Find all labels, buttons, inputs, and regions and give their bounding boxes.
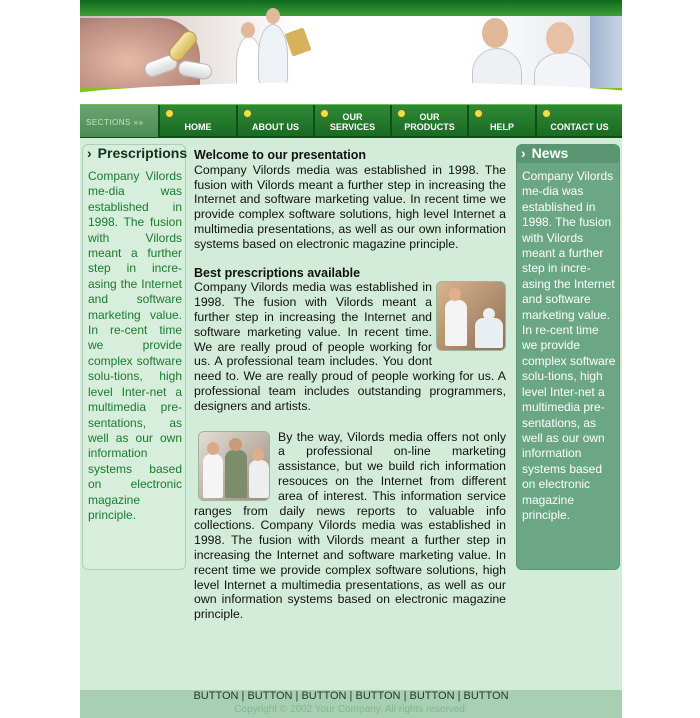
nav-our-products[interactable] [390,105,467,137]
banner-curve [80,82,622,104]
person-figure [225,450,247,498]
doctor-head [546,22,574,54]
prescriptions-text: Company Vilords me-dia was established in 1998. The fusion with Vilords meant a further step in incre-asing the Internet and software marketing value. In re-cent time we provide complex software solu-tions, high level Inter-net a multimedia pre-sentations, as well as our own information systems based on electronic magazine principle. [88,169,182,522]
doctor-head [207,442,219,455]
arrow-right-icon: › [87,145,92,161]
sections-label-text: SECTIONS [86,118,131,127]
best-prescriptions-block [194,280,506,413]
doctor-figure [258,24,288,86]
info-text: By the way, Vilords media offers not only a professional on-line marketing assistance, but we build rich information resouces on the Internet from different area of interest. This information service ranges from daily news reports to valuable info collections. Company Vilords media was established in 1998. The fusion with Vilords meant a further step in increasing the Internet and software marketing value. In recent time we provide complex software solutions, high level Internet a multimedia presentations, as well as our own information systems based on electronic magazine principle. [194,429,506,622]
welcome-heading: Welcome to our presentation [194,148,367,162]
doctor-head [266,8,280,24]
footer [80,690,622,718]
person-head [229,438,242,451]
nav-our-products-label: OUR PRODUCTS [404,112,455,132]
info-block [194,430,506,622]
nav-contact-us[interactable] [535,105,622,137]
footer-button-6[interactable]: BUTTON [463,690,509,702]
best-prescriptions-text: Company Vilords media was established in 1998. The fusion with Vilords meant a further step in increasing the Internet and software marketing value. In recent time. We are really proud of people working for us. A professional team includes. You dont need to. We are really proud of people working for us. A professional team includes outstanding programmers, designers and artists. [194,280,506,413]
welcome-text: Company Vilords media was established in 1998. The fusion with Vilords meant a further step in increasing the Internet and software marketing value. In recent time we provide complex software solutions, high level Internet a multimedia presentations, as well as our own information systems based on electronic magazine principle. [194,162,506,251]
footer-links: BUTTON | BUTTON | BUTTON | BUTTON | BUTTON | BUTTON [193,690,509,702]
bullet-icon [165,109,174,118]
doctor-head [482,18,508,48]
window-background [590,16,622,88]
footer-button-2[interactable]: BUTTON [247,690,293,702]
news-title [521,145,568,161]
arrow-right-icon: › [521,145,526,161]
nav-help-label: HELP [489,122,514,132]
bullet-icon [474,109,483,118]
header-banner [80,0,622,104]
news-panel [516,144,620,570]
best-prescriptions-heading: Best prescriptions available [194,265,361,280]
footer-button-3[interactable]: BUTTON [301,690,347,702]
footer-button-5[interactable]: BUTTON [409,690,455,702]
main-navigation [80,104,622,138]
doctor-head [252,448,264,461]
doctor-coat [203,454,223,498]
doctor-coat [445,300,467,346]
footer-button-4[interactable]: BUTTON [355,690,401,702]
nav-home[interactable] [158,105,236,137]
page-container [80,0,622,718]
nav-our-services[interactable] [313,105,390,137]
bullet-icon [542,109,551,118]
prescriptions-title-text: Prescriptions [97,145,188,161]
nav-home-label: HOME [184,122,212,132]
nav-about-us-label: ABOUT US [252,122,299,132]
doctors-photo [436,281,506,351]
double-chevron-icon: »» [133,118,144,127]
patient-figure [475,318,503,348]
nav-our-services-label: OUR SERVICES [329,112,376,132]
prescriptions-panel [82,144,186,570]
doctor-coat [249,460,269,498]
doctor-head [241,22,255,38]
nav-help[interactable] [467,105,535,137]
nav-about-us[interactable] [236,105,313,137]
prescriptions-title [87,145,187,161]
team-photo [198,431,270,501]
footer-button-1[interactable]: BUTTON [193,690,239,702]
news-text: Company Vilords me-dia was established in 1998. The fusion with Vilords meant a further step in incre-asing the Internet and software marketing value. In re-cent time we provide complex software solu-tions, high level Inter-net a multimedia pre-sentations, as well as our own information systems based on electronic magazine principle. [522,169,616,522]
copyright-text: Copyright © 2002 Your Company, All rights reserved. [234,704,468,715]
main-content [194,148,506,622]
bullet-icon [243,109,252,118]
nav-contact-us-label: CONTACT US [550,122,609,132]
banner-top-stripe [80,0,622,16]
sections-label [80,105,158,137]
news-title-text: News [531,145,569,161]
